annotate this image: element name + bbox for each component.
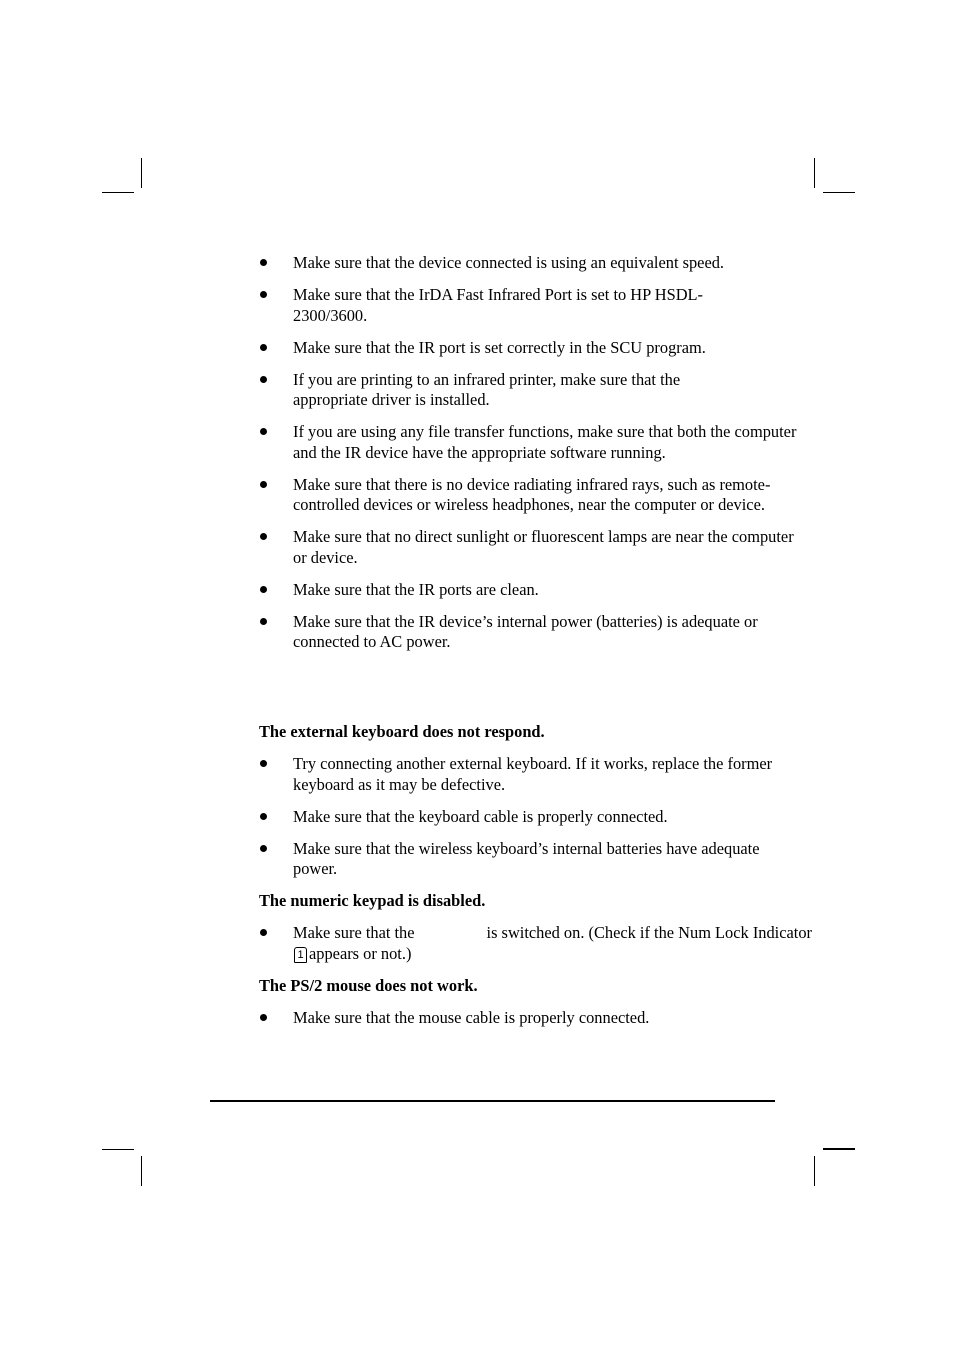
list-item: Make sure that the IR device’s internal power (batteries) is adequate or connected to AC power. [259,612,823,653]
mouse-troubleshooting-list [259,1008,789,1029]
bullet-icon [260,845,267,852]
list-item: Make sure that the IR ports are clean. [259,580,789,601]
bullet-icon [260,586,267,593]
list-item: If you are printing to an infrared printer, make sure that the appropriate driver is installed. [259,370,753,411]
footer-rule [210,1100,775,1102]
bullet-icon [260,618,267,625]
num-lock-indicator-icon: 1 [294,947,307,963]
list-item: Make sure that no direct sunlight or fluorescent lamps are near the computer or device. [259,527,803,568]
crop-mark-bottom-right-h [823,1148,855,1150]
list-item: Make sure that the is switched on. (Check if the Num Lock Indicator 1 appears or not.) [259,923,813,964]
crop-mark-top-right-h [823,192,855,193]
list-item: Make sure that the IR port is set correctly in the SCU program. [259,338,789,359]
crop-mark-top-right-v [814,158,815,188]
keypad-section-heading: The numeric keypad is disabled. [259,891,486,910]
ir-troubleshooting-list [259,253,797,653]
list-item: Make sure that the mouse cable is properly connected. [259,1008,789,1029]
crop-mark-bottom-left-v [141,1156,142,1186]
bullet-icon [260,1014,267,1021]
mouse-section-heading: The PS/2 mouse does not work. [259,975,478,995]
bullet-icon [260,291,267,298]
crop-mark-bottom-left-h [102,1149,134,1150]
bullet-icon [260,428,267,435]
list-item: Make sure that the device connected is using an equivalent speed. [259,253,789,274]
crop-mark-top-left-h [102,192,134,193]
keyboard-troubleshooting-list [259,754,789,880]
list-item: Make sure that there is no device radiating infrared rays, such as remote-controlled devices or wireless headphones, near the computer or device. [259,475,788,516]
keypad-troubleshooting-list [259,923,812,964]
list-item: Make sure that the IrDA Fast Infrared Port is set to HP HSDL-2300/3600. [259,285,713,326]
crop-mark-top-left-v [141,158,142,188]
crop-mark-bottom-right-v [814,1156,815,1186]
keyboard-section-heading: The external keyboard does not respond. [259,722,545,741]
list-item: Try connecting another external keyboard. If it works, replace the former keyboard as it may be defective. [259,754,798,795]
list-item: Make sure that the wireless keyboard’s internal batteries have adequate power. [259,839,773,880]
bullet-icon [260,344,267,351]
bullet-icon [260,376,267,383]
bullet-icon [260,813,267,820]
page-content [259,253,812,1040]
bullet-icon [260,929,267,936]
list-item: Make sure that the keyboard cable is properly connected. [259,807,789,828]
bullet-icon [260,533,267,540]
bullet-icon [260,760,267,767]
bullet-icon [260,481,267,488]
section-gap [259,664,789,722]
bullet-icon [260,259,267,266]
list-item: If you are using any file transfer functions, make sure that both the computer and the IR device have the appropriate software running. [259,422,805,463]
